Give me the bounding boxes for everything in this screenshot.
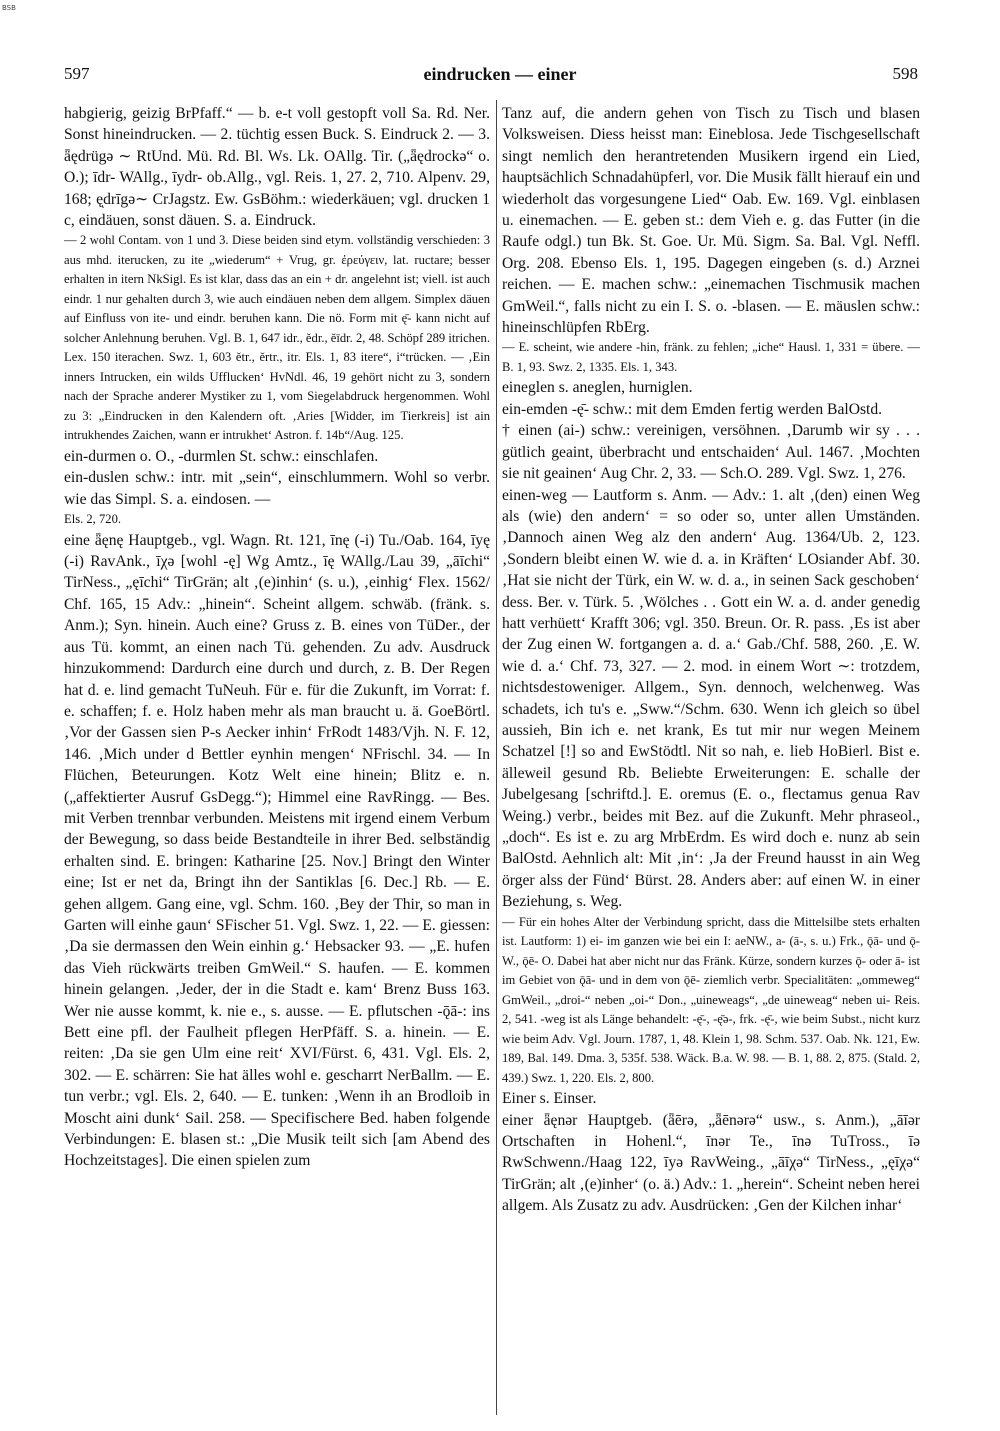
entry-note: — Für ein hohes Alter der Verbindung spricht, dass die Mittelsilbe stets erhalten ist. Lautform: 1) ei- im ganzen wie bei ein I: aeNW., a- (ā-, s. u.) Frk., ǭā- und ǭ- W., ǭē- O. Dabei hat aber nicht nur das Fränk. Kürze, sondern kurzes ǭ- oder ā- ist im Gebiet von ǭā- und in dem von ǭē- ziemlich verbr. Specialitäten: „ommeweg“ GmWeil., „droi-“ neben „oi-“ Don., „uineweags“, „de uineweag“ neben ui- Reis. 2, 541. -weg ist als Länge behandelt: -ę̄-, -ę̄ə-, frk. -ę̄-, wie beim Subst., nicht kurz wie beim Adv. Vgl. Journ. 1787, 1, 48. Klein 1, 98. Schm. 537. Oab. Nk. 121, Ew. 189, Bal. 149. Dma. 3, 535f. 538. Wäck. B.a. W. 98. — B. 1, 88. 2, 875. (Stald. 2, 439.) Swz. 1, 220. Els. 2, 800. [502, 914, 920, 1085]
entry-note: — 2 wohl Contam. von 1 und 3. Diese beiden sind etym. vollständig verschieden: 3 aus mhd. iterucken, zu ite „wiederum“ + Vrug, gr. ἐρεύγειν, lat. ructare; besser erhalten in itern NkSigl. Es ist klar, dass das an ein + dr. angelehnt ist; viell. ist auch eindr. 1 nur gehalten durch 3, wie auch eindäuen neben dem allgem. Simplex däuen auf Einfluss von ite- und eindr. beruhen kann. Die nö. Form mit ę̄- kann nicht auf solcher Anlehnung beruhen. Vgl. B. 1, 647 idr., ědr., ěīdr. 2, 48. Schöpf 289 itrichen. Lex. 150 iterachen. Swz. 1, 603 ětr., ěrtr., itr. Els. 1, 83 itere“, i“trücken. — ‚Ein inners Intrucken, ein wilds Ufflucken‘ HvNdl. 46, 19 gehört nicht zu 3, sondern nach der Sprache anderer Mystiker zu 1, vom Siegelabdruck hergenommen. Wohl zu 3: „Eindrucken in den Kalendern oft. ‚Aries [Widder, im Tierkreis] ist ain intrukhendes Zaichen, wann er intrukhet‘ Astron. f. 14b“/Aug. 125. [64, 233, 490, 443]
entry-text: einen-weg — Lautform s. Anm. — Adv.: 1. alt ‚(den) einen Weg als (wie) den andern‘ = so oder so, unter allen Umständen. ‚Dannoch ainen Weg alz den andern‘ Aug. 1364/Ub. 2, 123. ‚Sondern bleibt einen W. wie d. a. in Kräften‘ LOsiander Abf. 30. ‚Hat sie nicht der Türk, ein W. w. d. a., in seinen Sack geschoben‘ dess. Ber. v. Türk. 5. ‚Wölches . . Gott ein W. a. d. ander genedig hatt verhüett‘ Krafft 306; vgl. 350. Breun. Or. R. pass. ‚Es ist aber der Zug einen W. fortgangen a. d. a.‘ Gab./Chf. 588, 260. ‚E. W. wie d. a.‘ Chf. 73, 327. — 2. mod. in einem Wort ∼: trotzdem, nichtsdestoweniger. Allgem., Syn. dennoch, welchenweg. Was schadets, ich tu's e. „Sww.“/Schm. 630. Wenn ich gleich so übel aussieh, Bin ich e. net krank, Es tut mir nur wegen Meinem Schatzel [!] so and EwStödtl. Nit so nah, e. lieb HoBierl. Bist e. älleweil gesund Rb. Beliebte Erweiterungen: E. schalle der Jubelgesang [schriftd.]. E. oremus (E. o., flectamus genua Rav Weing.) verbr., beides mit Bez. auf die Zukunft. Mehr phraseol., „doch“. Es ist e. zu arg MrbErdm. Es wird doch e. nunz ab sein BalOstd. Aehnlich alt: Mit ‚in‘: ‚Ja der Freund hausst in ain Weg örger alss der Fünd‘ Bürst. 28. Anders aber: auf einen W. in einer Beziehung, s. Weg. [502, 486, 920, 911]
entry-text: habgierig, geizig BrPfaff.“ — b. e-t voll gestopft voll Sa. Rd. Ner. Sonst hineindrucken. — 2. tüchtig essen Buck. S. Eindruck 2. — 3. ǟędrügə ∼ RtUnd. Mü. Rd. Bl. Ws. Lk. OAllg. Tir. („ǟędrockə“ o. O.); īdr- WAllg., īydr- ob.Allg., vgl. Reis. 1, 27. 2, 710. Alpenv. 29, 168; ęͅdrīgə∼ CrJagstz. Ew. GsBöhm.: wiederkäuen; vgl. drucken 1 c, eindäuen, sonst däuen. S. a. Eindruck. [64, 105, 490, 230]
library-stamp: BSB [2, 4, 16, 12]
entry-text: ein-durmen o. O., -durmlen St. schw.: einschlafen. [64, 447, 379, 465]
entry-text: einer ǟęnər Hauptgeb. (ǟērə, „ǟēnərə“ usw., s. Anm.), „āīər Ortschaften in Hohenl.“, īnər Te., īnə TuTross., īə RwSchwenn./Haag 122, īyə RavWeing., „āīχə“ TirNess., „ęīχə“ TirGrän; alt ‚(e)inher‘ (o. ä.) Adv.: 1. „herein“. Scheint neben herei allgem. Als Zusatz zu adv. Ausdrücken: ‚Gen der Kilchen inhar‘ [502, 1111, 920, 1215]
page-number-left: 597 [64, 64, 90, 83]
running-title: eindrucken — einer [423, 64, 577, 84]
entry-text: eine ǟęnę Hauptgeb., vgl. Wagn. Rt. 121, īnę (-i) Tu./Oab. 164, īyę (-i) RavAnk., īχə [wohl -ę] Wg Amtz., īę WAllg./Lau 39, „āīchi“ TirNess., „ęīchi“ TirGrän; alt ‚(e)inhin‘ (s. u.), ‚einhig‘ Flex. 1562/ Chf. 165, 15 Adv.: „hinein“. Scheint allgem. schwäb. (fränk. s. Anm.); Syn. hinein. Auch eine? Gruss z. B. eines von TüDer., der aus Tü. kommt, an einen nach Tü. gehenden. Zu adv. Ausdruck hinzukommend: Dardurch eine durch und durch, z. B. Der Regen hat d. e. lind gemacht TuNeuh. Für e. für die Zukunft, im Vorrat: f. e. schaffen; f. e. Holz haben mehr als man braucht u. ä. GoeBörtl. ‚Vor der Gassen sien P-s Aecker inhin‘ FrRodt 1483/Vjh. N. F. 12, 146. ‚Mich under d Bettler eynhin mengen‘ NFrischl. 34. — In Flüchen, Beteurungen. Kotz Welt eine hinein; Blitz e. n. („affektierter Ausruf GsDegg.“); Himmel eine RavRingg. — Bes. mit Verben trennbar verbunden. Meistens mit irgend einem Verbum der Bewegung, so dass beide Bestandteile in ihrer Bed. selbständig erhalten sind. E. bringen: Katharine [25. Nov.] Bringt den Winter eine; Ist er net da, Bringt ihn der Santiklas [6. Dec.] Rb. — E. gehen allgem. Gang eine, vgl. Schm. 160. ‚Bey der Thir, so man in Garten will einhe gaun‘ SFischer 51. Vgl. Swz. 1, 22. — E. giessen: ‚Da sie dermassen den Wein einhin g.‘ Hebsacker 93. — „E. hufen das Vieh rückwärts treiben GmWeil.“ S. haufen. — E. kommen hinein gelangen. ‚Jeder, der in die Stadt e. kam‘ Brenz Buss 163. Wer nie ausse kommt, k. nie e., s. ausse. — E. pflutschen -ǭā-: ins Bett eine pfl. der Faulheit pflegen HerPfäff. S. a. hinein. — E. reiten: ‚Da sie gen Ulm eine reit‘ XVI/Fürst. 6, 431. Vgl. Els. 2, 302. — E. schärren: Sie hat älles wohl e. gescharrt NerBallm. — E. tun verbr.; vgl. Els. 2, 640. — E. tunken: ‚Wenn ih an Brodloib in Moscht aini dunk‘ Sail. 258. — Specifischere Bed. haben folgende Verbindungen: E. blasen st.: „Die Musik teilt sich [am Abend des Hochzeitstages]. Die einen spielen zum [64, 531, 490, 1170]
entry-text: eineglen s. aneglen, hurniglen. [502, 379, 693, 397]
entry-note: — E. scheint, wie andere -hin, fränk. zu fehlen; „iche“ Hausl. 1, 331 = übere. — B. 1, 93. Swz. 2, 1335. Els. 1, 343. [502, 340, 920, 374]
entry-note: Els. 2, 720. [64, 512, 122, 527]
entry-text: ein-duslen schw.: intr. mit „sein“, einschlummern. Wohl so verbr. wie das Simpl. S. a. eindosen. — [64, 469, 490, 508]
left-column [64, 103, 490, 1413]
page-number-right: 598 [892, 64, 918, 83]
entry-text: † einen (ai-) schw.: vereinigen, versöhnen. ‚Darumb wir sy . . . gütlich geaint, überbracht und entschaiden‘ Aul. 1467. ‚Mochten sie nit geainen‘ Aug Chr. 2, 33. — Sch.O. 289. Vgl. Swz. 1, 276. [502, 422, 920, 483]
right-column [502, 103, 920, 1413]
column-divider [496, 100, 497, 1415]
entry-text: ein-emden -ę̄- schw.: mit dem Emden fertig werden BalOstd. [502, 400, 883, 418]
entry-text: Einer s. Einser. [502, 1090, 597, 1108]
entry-text: Tanz auf, die andern gehen von Tisch zu Tisch und blasen Volksweisen. Diess heisst man: Eineblosa. Jede Tischgesellschaft singt nemlich den herantretenden Musikern irgend ein Lied, hauptsächlich Schnadahüpferl, vor. Die Musik fällt hierauf ein und wiederholt das vorgesungene Lied“ Oab. Ew. 169. Vgl. einblasen u. einemachen. — E. geben st.: dem Vieh e. g. das Futter (in die Raufe odgl.) tun Bk. St. Goe. Ur. Mü. Sigm. Sa. Bal. Vgl. Neffl. Org. 208. Ebenso Els. 1, 195. Dagegen eingeben (s. d.) Arznei reichen. — E. machen schw.: „einemachen Tischmusik machen GmWeil.“, falls nicht zu ein I. S. o. -blasen. — E. mäuslen schw.: hineinschlüpfen RbErg. [502, 105, 920, 337]
